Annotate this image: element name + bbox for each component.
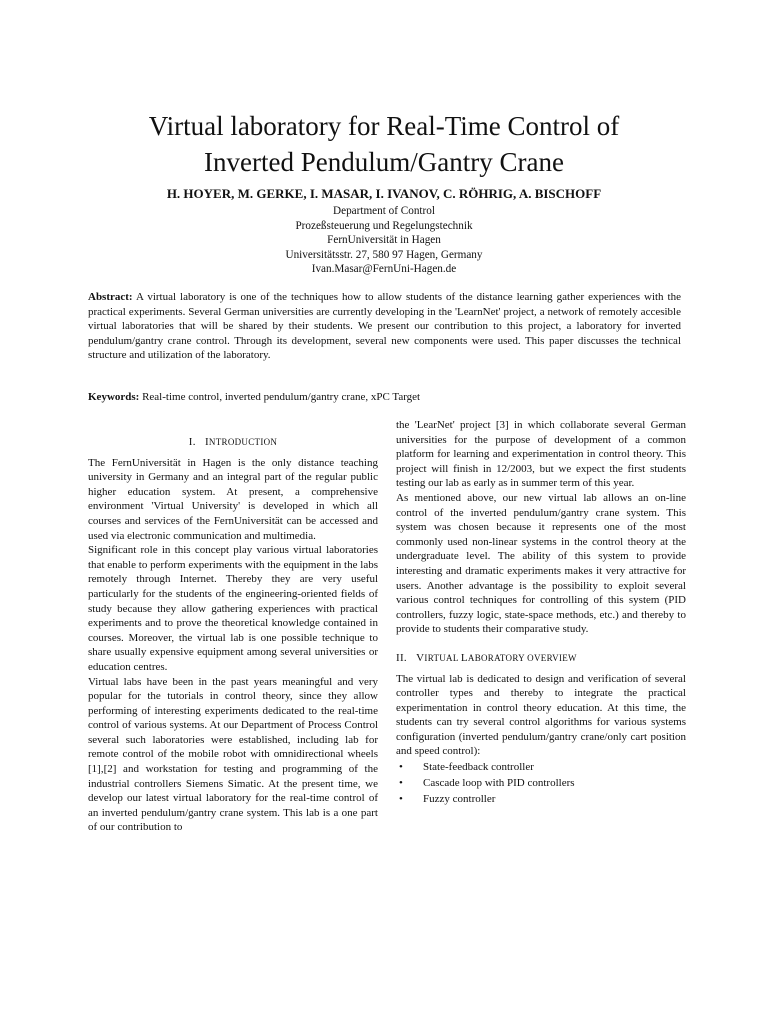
left-column [88,435,378,835]
paper-title [60,108,708,180]
title-line-2: Inverted Pendulum/Gantry Crane [204,147,564,177]
affiliation [160,204,608,277]
list-item: • Cascade loop with PID controllers [399,777,575,790]
section-2-heading: II. VIRTUAL LABORATORY OVERVIEW [396,651,577,664]
bullet-icon: • [399,761,403,774]
abstract-label: Abstract: [88,291,133,303]
section-2-number: II. [396,651,407,664]
right-paragraph: the 'LearNet' project [3] in which collaborate several German universities for the purpose of development of a common platform for learning and experimentation in control theory. This project will finish in 12/2003, but we expect the first students testing our lab as early as in summer term of this year. [396,419,686,490]
keywords-text: Real-time control, inverted pendulum/gantry crane, xPC Target [142,391,421,403]
affiliation-dept: Department of Control [333,205,435,217]
right-paragraph: As mentioned above, our new virtual lab allows an on-line control of the inverted pendulum/gantry crane system. This system was chosen because it represents one of the most commonly used non-linear systems in the control theory at the undergraduate level. The ability of this system to provide interesting and dramatic experiments makes it very attractive for users. Another advantage is the possibility to exploit several various control techniques for controlling of this system (PID controllers, fuzzy logic, state-space methods, etc.) and thereby to provide to students their comparative study. [396,491,686,636]
section-1-paragraph: Virtual labs have been in the past years meaningful and very popular for the tutorials in control theory, since they allow performing of interesting experiments dedicated to the real-time control of various systems. At our Department of Process Control several such laboratories were established, including lab for remote control of the mobile robot with omnidirectional wheels [1],[2] and workstation for testing and programming of the industrial controllers Siemens Simatic. At the present time, we develop our latest virtual laboratory for the real-time control of an inverted pendulum/gantry crane system. This lab is a one part of our contribution to [88,675,378,834]
affiliation-address: Universitätsstr. 27, 580 97 Hagen, Germany [285,248,483,261]
section-2-paragraph: The virtual lab is dedicated to design and verification of several controller types and thereby to integrate the practical experimentation in control theory education. At this time, the students can try several control algorithms for various systems configuration (inverted pendulum/gantry crane/only cart position and speed control): [396,672,686,758]
abstract [88,290,681,363]
keywords [88,390,681,405]
title-line-1: Virtual laboratory for Real-Time Control of [148,111,620,141]
affiliation-university: FernUniversität in Hagen [327,234,441,246]
bullet-icon: • [399,777,403,790]
affiliation-email: Ivan.Masar@FernUni-Hagen.de [311,263,457,275]
authors: H. HOYER, M. GERKE, I. MASAR, I. IVANOV, C. RÖHRIG, A. BISCHOFF [166,186,602,201]
section-1-number: I. [188,436,196,448]
keywords-label: Keywords: [88,391,140,403]
list-item: • State-feedback controller [399,761,534,774]
right-column [396,418,686,807]
section-1-paragraph: The FernUniversität in Hagen is the only distance teaching university in Germany and an integral part of the regular public higher education system. At present, a comprehensive environment 'Virtual University' is developed in which all courses and services of the FernUniversität can be accessed and used via electronic communication and multimedia. [88,456,378,542]
abstract-text: A virtual laboratory is one of the techniques how to allow students of the distance learning gather experiences with the practical experiments. Several German universities are currently developing in the 'LearnNet' project, a network of remotely accesible virtual laboratories that will be shared by their students. We present our contribution to this project, a laboratory for inverted pendulum/gantry crane control. Through its development, several new components were used. This paper discusses the technical structure and utilization of the laboratory. [88,291,681,362]
bullet-icon: • [399,793,403,806]
list-item: • Fuzzy controller [399,793,496,806]
controller-list [396,759,686,807]
section-1-heading: I. INTRODUCTION [188,436,278,448]
section-1-paragraph: Significant role in this concept play various virtual laboratories that enable to perform experiments with the equipment in the labs remotely through Internet. Thereby they are very useful particularly for the students of the engineering-oriented fields of study because they allow gathering experiences with practical experiments and to prove the theoretical knowledge contained in courses. Moreover, the virtual lab is one possible technique to share usually expensive equipment among several universities or education centres. [88,544,378,673]
affiliation-subdept: Prozeßsteuerung und Regelungstechnik [295,219,473,232]
